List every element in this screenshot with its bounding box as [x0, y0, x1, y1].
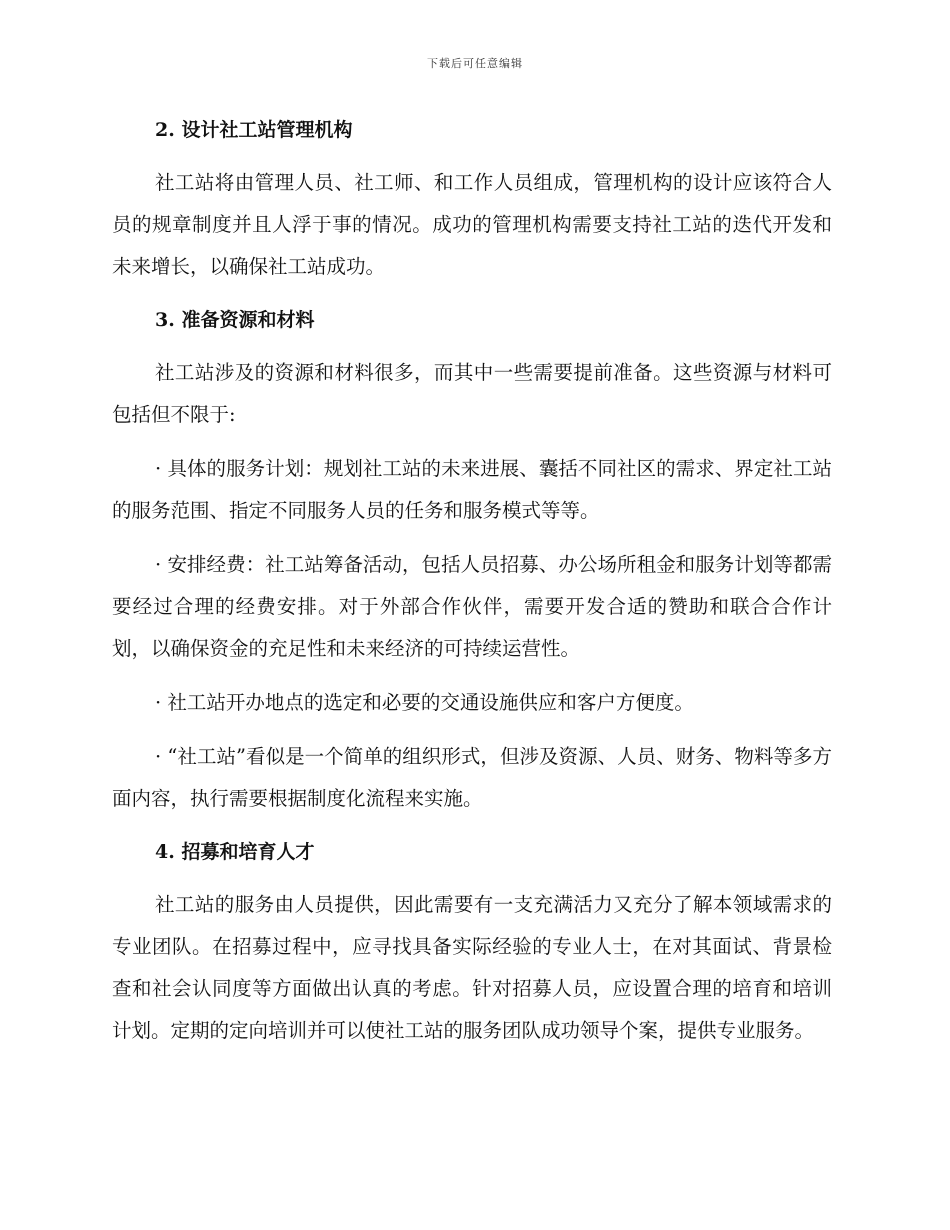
spacer	[112, 724, 832, 736]
spacer	[112, 288, 832, 300]
spacer	[112, 820, 832, 832]
spacer	[112, 150, 832, 162]
paragraph: 社工站的服务由人员提供，因此需要有一支充满活力又充分了解本领域需求的专业团队。在招募过程中，应寻找具备实际经验的专业人士，在对其面试、背景检查和社会认同度等方面做出认真的考虑。针对招募人员，应设置合理的培育和培训计划。定期的定向培训并可以使社工站的服务团队成功领导个案，提供专业服务。	[112, 893, 832, 1042]
document-body	[112, 110, 832, 1052]
section-heading: 3. 准备资源和材料	[155, 309, 315, 331]
bullet-paragraph: · 具体的服务计划：规划社工站的未来进展、囊括不同社区的需求、界定社工站的服务范围、指定不同服务人员的任务和服务模式等等。	[112, 457, 832, 522]
page-header-note: 下载后可任意编辑	[427, 57, 523, 70]
bullet-paragraph: · 安排经费：社工站筹备活动，包括人员招募、办公场所租金和服务计划等都需要经过合理的经费安排。对于外部合作伙伴，需要开发合适的赞助和联合合作计划，以确保资金的充足性和未来经济的可持续运营性。	[112, 553, 832, 660]
spacer	[112, 340, 832, 352]
bullet-paragraph: · 社工站开办地点的选定和必要的交通设施供应和客户方便度。	[155, 691, 694, 714]
section-heading: 2. 设计社工站管理机构	[155, 119, 353, 141]
spacer	[112, 532, 832, 544]
paragraph: 社工站涉及的资源和材料很多，而其中一些需要提前准备。这些资源与材料可包括但不限于:	[112, 361, 832, 426]
paragraph: 社工站将由管理人员、社工师、和工作人员组成，管理机构的设计应该符合人员的规章制度并且人浮于事的情况。成功的管理机构需要支持社工站的迭代开发和未来增长，以确保社工站成功。	[112, 171, 832, 278]
spacer	[112, 436, 832, 448]
spacer	[112, 670, 832, 682]
bullet-paragraph: · “社工站”看似是一个简单的组织形式，但涉及资源、人员、财务、物料等多方面内容，执行需要根据制度化流程来实施。	[112, 745, 832, 810]
section-heading: 4. 招募和培育人才	[155, 841, 315, 863]
spacer	[112, 872, 832, 884]
